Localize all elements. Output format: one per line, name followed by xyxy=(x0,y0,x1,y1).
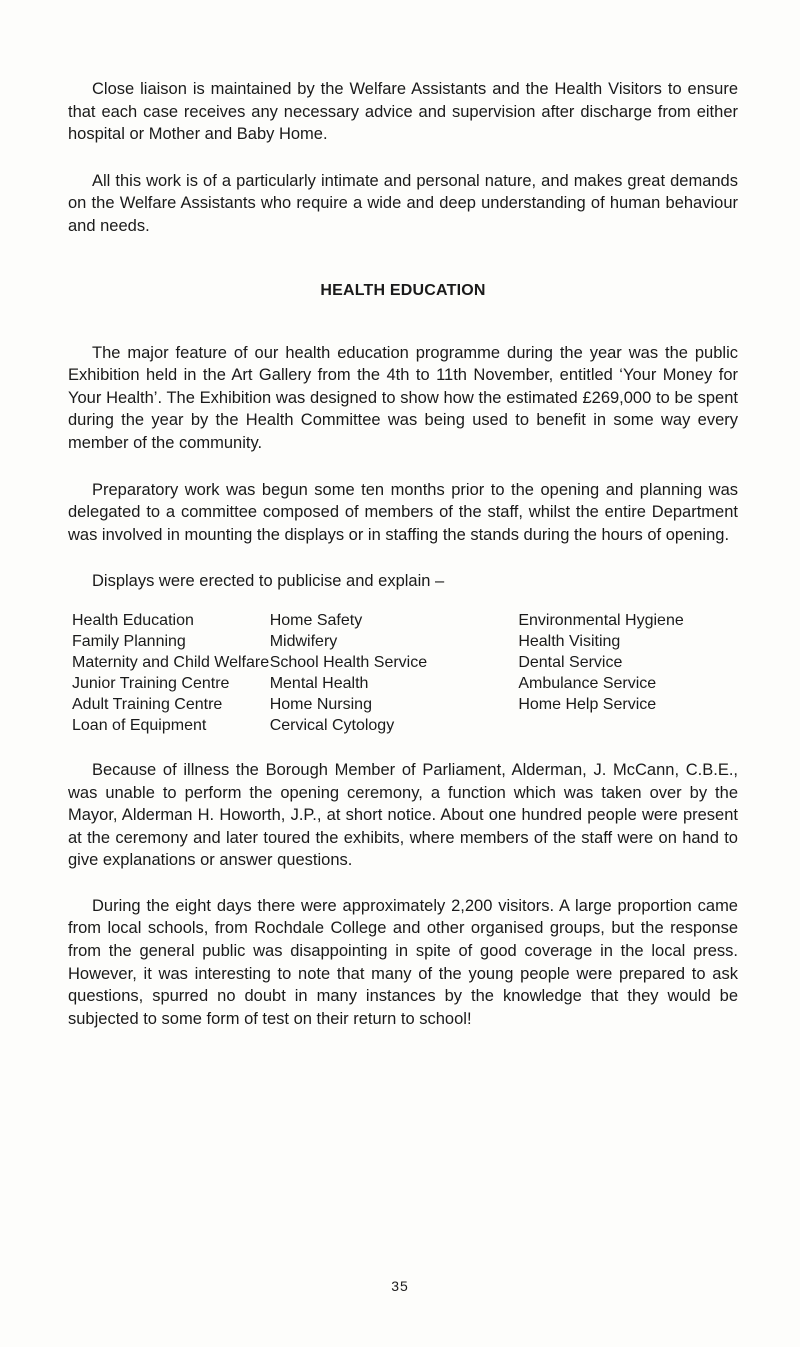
paragraph-displays-intro: Displays were erected to publicise and explain – xyxy=(92,572,445,591)
paragraph-liaison: Close liaison is maintained by the Welfare Assistants and the Health Visitors to ensure that each case receives any necessary advice and supervision after discharge from either hospital or Mother and Baby Home. xyxy=(68,80,738,144)
paragraph-visitors: During the eight days there were approximately 2,200 visitors. A large proportion came from local schools, from Rochdale College and other organised groups, but the response from the general public was disappointing in spite of good coverage in the local press. However, it was interesting to note that many of the young people were prepared to ask questions, spurred no doubt in many instances by the knowledge that they would be subjected to some form of test on their return to school! xyxy=(68,896,738,1028)
document-page xyxy=(68,78,738,1030)
service-item: Mental Health xyxy=(269,674,369,692)
service-item: Midwifery xyxy=(269,632,338,650)
service-item: Home Safety xyxy=(269,611,363,629)
service-item: Family Planning xyxy=(72,632,186,650)
paragraph-exhibition: The major feature of our health education programme during the year was the public Exhibition held in the Art Gallery from the 4th to 11th November, entitled ‘Your Money for Your Health’. The Exhibition was designed to show how the estimated £269,000 to be spent during the year by the Health Committee was being used to benefit in some way every member of the community. xyxy=(68,343,738,452)
paragraph-ceremony: Because of illness the Borough Member of Parliament, Alderman, J. McCann, C.B.E., was unable to perform the opening ceremony, a function which was taken over by the Mayor, Alderman H. Howorth, J.P., at short notice. About one hundred people were present at the ceremony and later toured the exhibits, where members of the staff were on hand to give explanations or answer questions. xyxy=(68,760,738,870)
service-item: Health Education xyxy=(72,611,194,629)
paragraph-preparatory: Preparatory work was begun some ten months prior to the opening and planning was delegated to a committee composed of members of the staff, whilst the entire Department was involved in mounting the displays or in staffing the stands during the hours of opening. xyxy=(68,480,738,544)
paragraph-intimate: All this work is of a particularly intimate and personal nature, and makes great demands on the Welfare Assistants who require a wide and deep understanding of human behaviour and needs. xyxy=(68,171,738,235)
service-item: Environmental Hygiene xyxy=(518,611,684,629)
service-item: Home Nursing xyxy=(269,695,372,713)
section-heading: HEALTH EDUCATION xyxy=(320,281,486,299)
service-item: Junior Training Centre xyxy=(72,674,230,692)
service-item: Ambulance Service xyxy=(518,674,657,692)
service-item: Dental Service xyxy=(518,653,623,671)
service-item: Cervical Cytology xyxy=(269,716,395,734)
services-column-1 xyxy=(72,610,270,736)
service-item: School Health Service xyxy=(269,653,428,671)
service-item: Health Visiting xyxy=(518,632,621,650)
service-item: Adult Training Centre xyxy=(72,695,223,713)
service-item: Maternity and Child Welfare xyxy=(72,653,270,671)
services-column-2 xyxy=(270,610,519,736)
services-list xyxy=(72,610,738,736)
services-column-3 xyxy=(518,610,738,736)
page-number: 35 xyxy=(391,1278,409,1294)
service-item: Home Help Service xyxy=(518,695,657,713)
service-item: Loan of Equipment xyxy=(72,716,207,734)
